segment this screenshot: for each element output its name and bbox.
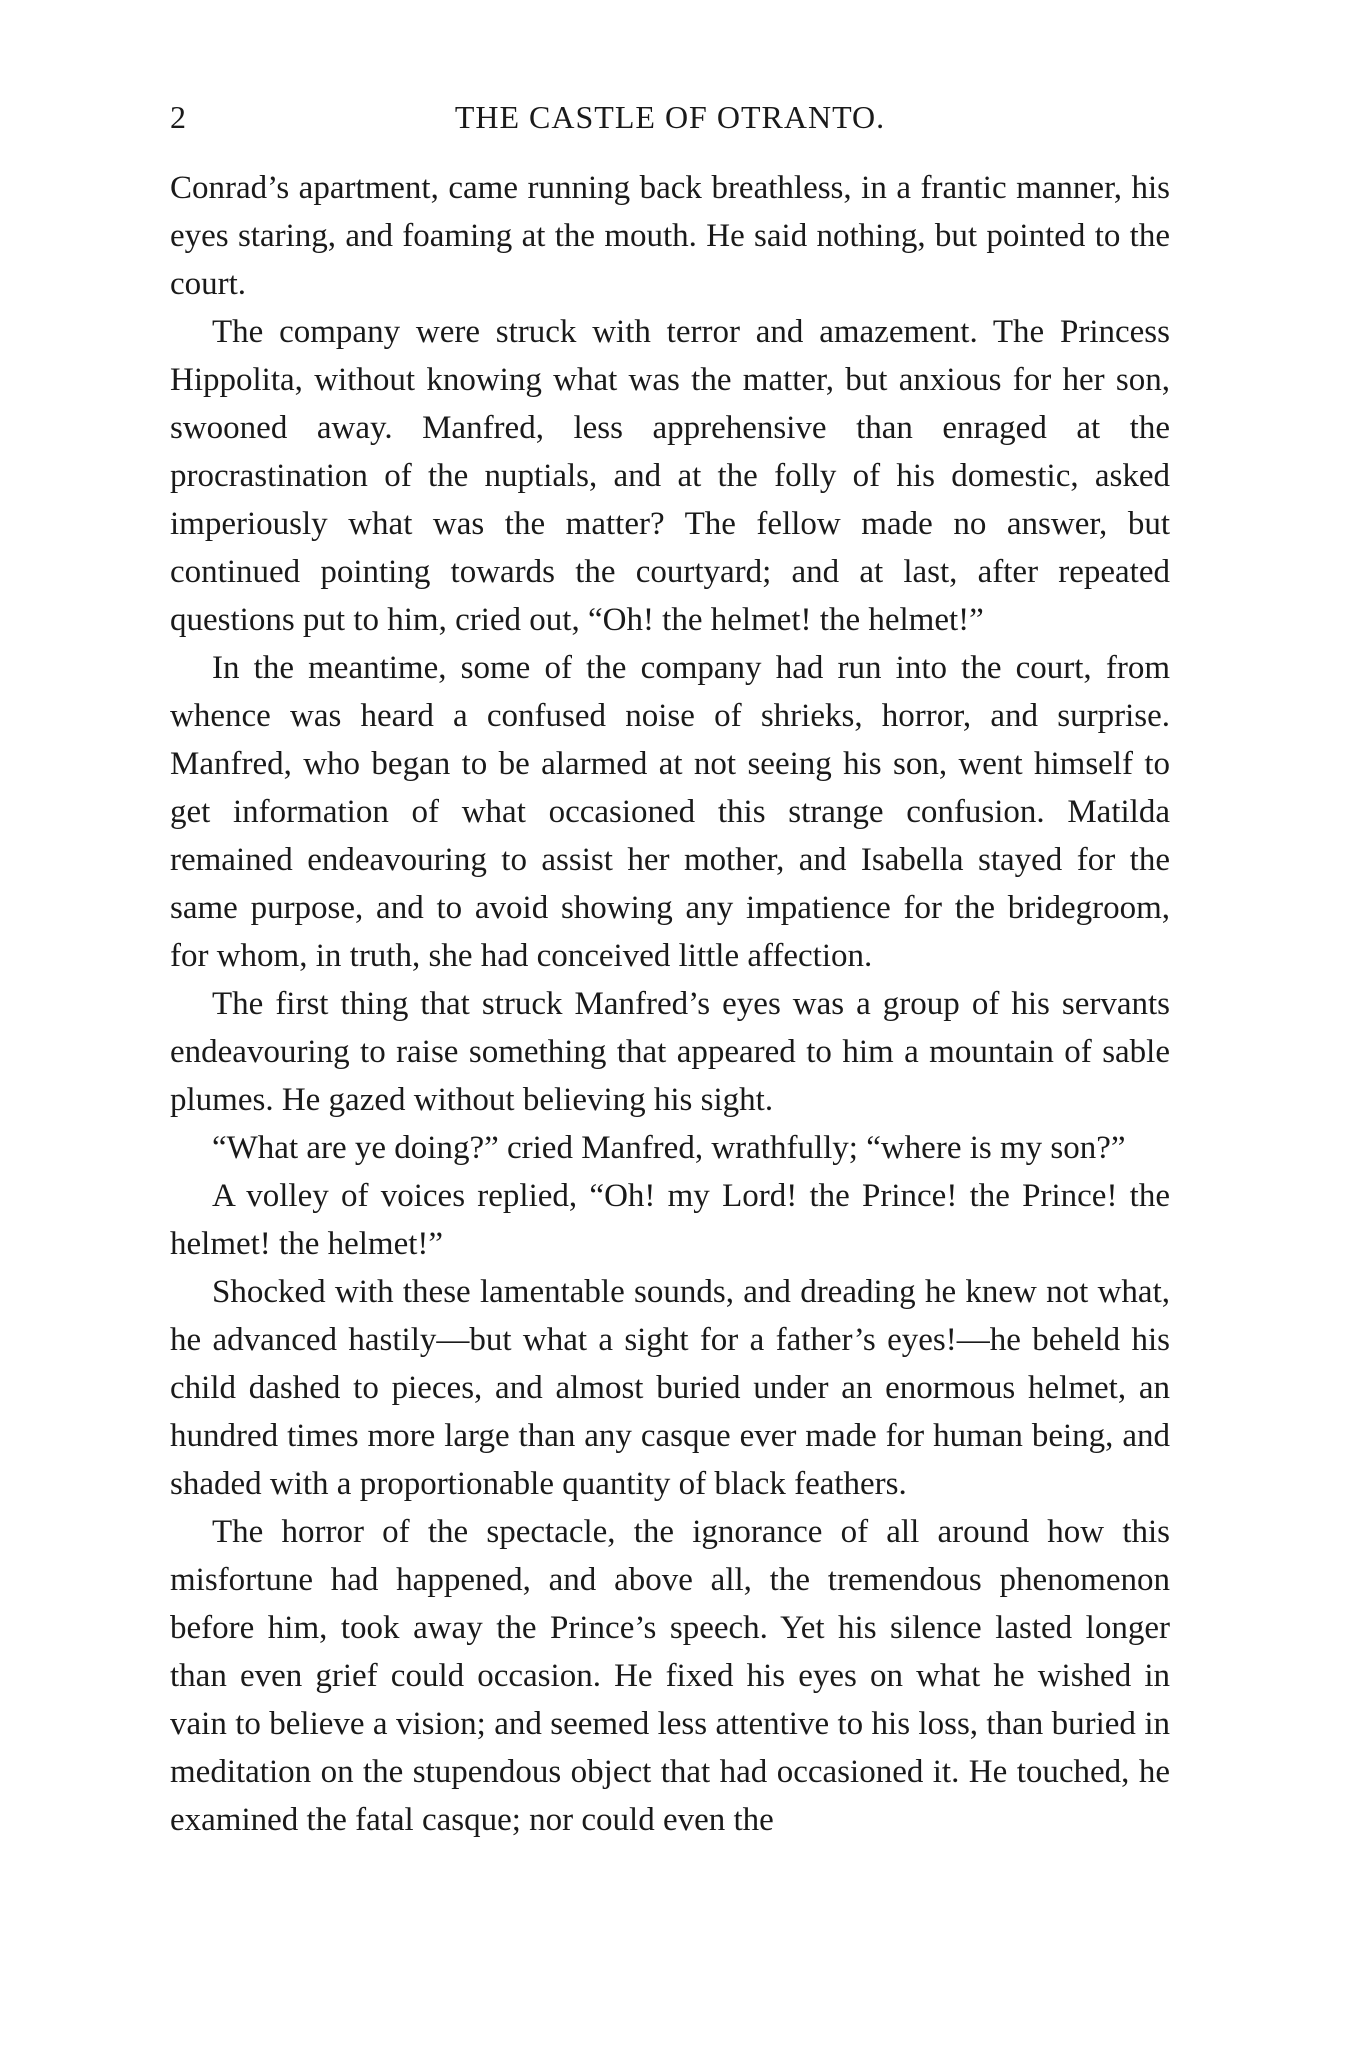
paragraph: The company were struck with terror and amazement. The Princess Hippolita, without knowing what was the matter, but anxious for her son, swooned away. Manfred, less apprehensive than enraged at the procrastination of the nuptials, and at the folly of his domestic, asked imperiously what was the matter? The fellow made no answer, but continued pointing towards the courtyard; and at last, after repeated questions put to him, cried out, “Oh! the helmet! the helmet!” [170,314,1170,638]
paragraph: A volley of voices replied, “Oh! my Lord! the Prince! the Prince! the helmet! the helmet!” [170,1178,1170,1262]
page-number: 2 [170,99,186,135]
paragraph: “What are ye doing?” cried Manfred, wrathfully; “where is my son?” [212,1130,1126,1166]
paragraph-continued: Conrad’s apartment, came running back breathless, in a frantic manner, his eyes staring, and foaming at the mouth. He said nothing, but pointed to the court. [170,170,1170,302]
running-title: THE CASTLE OF OTRANTO. [454,99,886,135]
paragraph: The horror of the spectacle, the ignorance of all around how this misfortune had happened, and above all, the tremendous phenomenon before him, took away the Prince’s speech. Yet his silence lasted longer than even grief could occasion. He fixed his eyes on what he wished in vain to believe a vision; and seemed less attentive to his loss, than buried in meditation on the stupendous object that had occasioned it. He touched, he examined the fatal casque; nor could even the [170,1514,1170,1838]
body-text [170,164,1170,1844]
running-head [170,92,1170,142]
paragraph: Shocked with these lamentable sounds, and dreading he knew not what, he advanced hastily—but what a sight for a father’s eyes!—he beheld his child dashed to pieces, and almost buried under an enormous helmet, an hundred times more large than any casque ever made for human being, and shaded with a proportionable quantity of black feathers. [170,1274,1170,1502]
paragraph: The first thing that struck Manfred’s eyes was a group of his servants endeavouring to raise something that appeared to him a mountain of sable plumes. He gazed without believing his sight. [170,986,1170,1118]
paragraph: In the meantime, some of the company had run into the court, from whence was heard a confused noise of shrieks, horror, and surprise. Manfred, who began to be alarmed at not seeing his son, went himself to get information of what occasioned this strange confusion. Matilda remained endeavouring to assist her mother, and Isabella stayed for the same purpose, and to avoid showing any impatience for the bridegroom, for whom, in truth, she had conceived little affection. [170,650,1170,974]
